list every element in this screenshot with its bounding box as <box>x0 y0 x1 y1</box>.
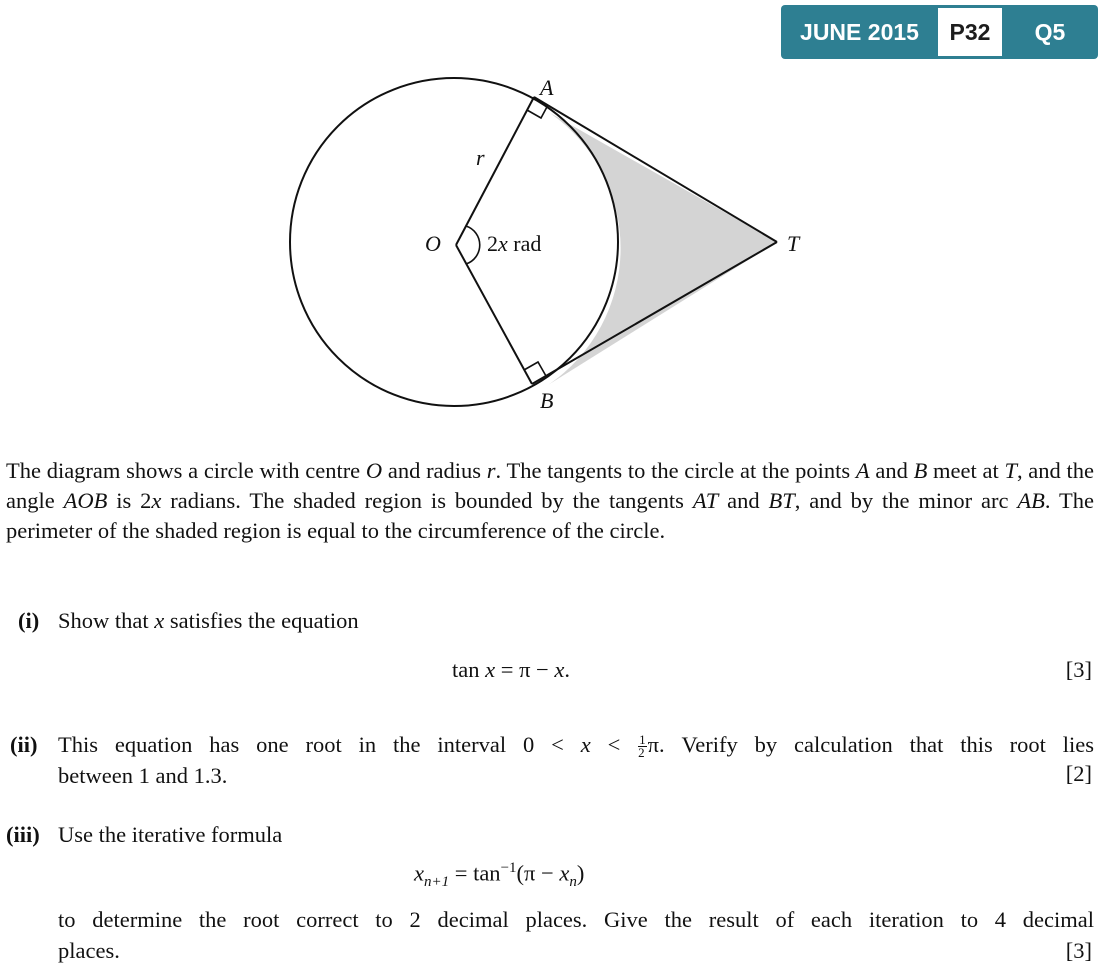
part-ii-text-line2: between 1 and 1.3. <box>58 763 228 788</box>
label-angle: 2x rad <box>487 231 542 256</box>
part-i-marks: [3] <box>1065 657 1092 682</box>
badge-session: JUNE 2015 <box>800 18 919 45</box>
part-i-equation: tan x = π − x. <box>452 657 570 682</box>
radius-oa <box>456 97 534 245</box>
fraction-half: $\frac{1}{2}$ <box>638 732 646 761</box>
part-ii-label: (ii) <box>10 732 38 757</box>
badge-paper: P32 <box>938 8 1002 56</box>
part-i-label: (i) <box>18 608 40 633</box>
part-iii-label: (iii) <box>6 822 40 847</box>
label-o: O <box>425 231 441 256</box>
label-r: r <box>476 145 485 170</box>
part-iii-text-line2: to determine the root correct to 2 decimal places. Give the result of each iteration to 4 decimal <box>58 907 1094 932</box>
part-iii-marks: [3] <box>1065 938 1092 963</box>
label-a: A <box>540 75 554 100</box>
part-ii-text: This equation has one root in the interval 0 < x < $\frac{1}{2}$ π. Verify by calculation that this root lies <box>58 732 1094 761</box>
part-iii-text: Use the iterative formula <box>58 822 283 847</box>
part-i-text: Show that x satisfies the equation <box>58 608 359 633</box>
part-iii-text-line3: places. <box>58 938 120 963</box>
badge-question: Q5 <box>1034 18 1066 45</box>
label-t: T <box>787 231 800 256</box>
circle-tangent-diagram <box>0 70 1100 420</box>
question-badge <box>781 5 1098 59</box>
label-b: B <box>540 388 554 413</box>
iterative-formula: $x_{n+1} = \tan^{-1}(\pi - x_n)$ <box>414 860 585 890</box>
right-angle-a <box>527 105 548 118</box>
part-ii-marks: [2] <box>1065 761 1092 786</box>
intro-paragraph: The diagram shows a circle with centre O and radius r. The tangents to the circle at the points A and B meet at T, and the angle AOB is 2x radians. The shaded region is bounded by the tangents AT and BT, and by the minor arc AB. The perimeter of the shaded region is equal to the circumference of the circle. <box>6 458 1094 543</box>
radius-ob <box>456 245 532 384</box>
angle-arc <box>466 226 480 264</box>
